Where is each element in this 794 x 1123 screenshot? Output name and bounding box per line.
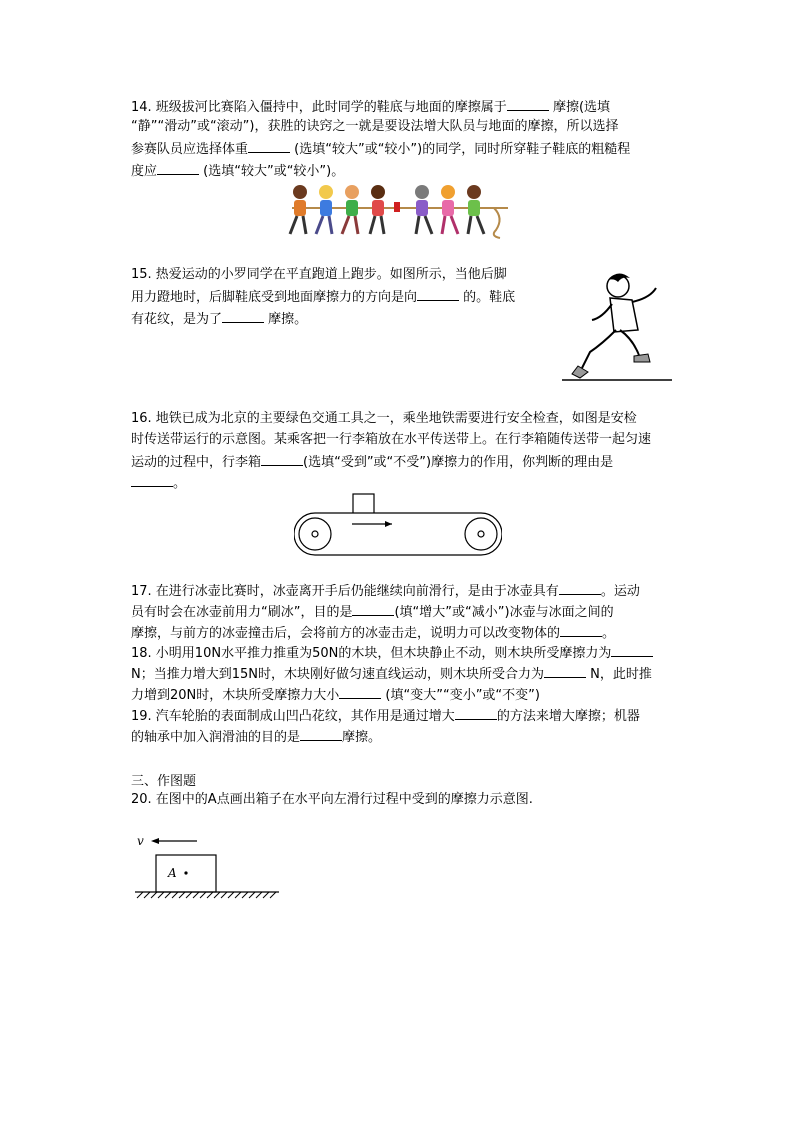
q16-blank-1[interactable] [261, 453, 303, 466]
q17-line2 [131, 603, 614, 621]
q19-text: 的轴承中加入润滑油的目的是 [131, 730, 301, 745]
q14-text: “静”“滑动”或“滚动”)，获胜的诀窍之一就是要设法增大队员与地面的摩擦，所以选择 [131, 119, 619, 134]
q14-line3 [131, 140, 630, 158]
q14-blank-2[interactable] [248, 140, 290, 153]
q14-text: (选填“较大”或“较小”)的同学，同时所穿鞋子鞋底的粗糙程 [290, 142, 631, 157]
q18-line2 [131, 665, 652, 683]
q14-line4 [131, 162, 344, 180]
q20-text: 20. 在图中的A点画出箱子在水平向左滑行过程中受到的摩擦力示意图. [131, 792, 533, 807]
q14-blank-3[interactable] [157, 162, 199, 175]
q15-text: 的。鞋底 [459, 290, 516, 305]
child-figure [370, 185, 385, 234]
q17-blank-1[interactable] [559, 582, 601, 595]
q15-line3 [131, 310, 307, 328]
q16-text: 运动的过程中，行李箱 [131, 455, 262, 470]
tug-of-war-image [282, 182, 514, 240]
q17-blank-3[interactable] [560, 624, 602, 637]
q18-line1 [131, 644, 653, 662]
q16-line3 [131, 453, 613, 471]
q18-text: 力增到20N时，木块所受摩擦力大小 [131, 688, 340, 703]
child-figure [316, 185, 333, 234]
child-figure [415, 185, 432, 234]
velocity-label: v [137, 834, 144, 848]
q17-text: 。 [602, 626, 616, 641]
q18-line3 [131, 686, 540, 704]
q16-line2 [131, 431, 651, 448]
q19-line1 [131, 707, 640, 725]
q16-text: 16. 地铁已成为北京的主要绿色交通工具之一，乘坐地铁需要进行安全检查，如图是安检 [131, 411, 637, 426]
q15-blank-1[interactable] [417, 288, 459, 301]
q19-line2 [131, 728, 381, 746]
q16-text: 。 [173, 476, 187, 491]
q14-line1 [131, 98, 610, 116]
right-wheel [465, 518, 497, 550]
q15-blank-2[interactable] [222, 310, 264, 323]
q19-text: 摩擦。 [342, 730, 382, 745]
q14-text: 14. 班级拔河比赛陷入僵持中，此时同学的鞋底与地面的摩擦属于 [131, 100, 507, 115]
luggage-box [353, 494, 374, 515]
q18-text: (填“变大”“变小”或“不变”) [381, 688, 540, 703]
q19-blank-2[interactable] [300, 728, 342, 741]
q18-text: N，此时推 [586, 667, 652, 682]
runner-image [560, 268, 675, 384]
q19-blank-1[interactable] [455, 707, 497, 720]
q18-blank-2[interactable] [544, 665, 586, 678]
q14-text: 度应 [131, 164, 158, 179]
q16-text: (选填“受到”或“不受”)摩擦力的作用，你判断的理由是 [303, 455, 614, 470]
q17-text: 摩擦，与前方的冰壶撞击后，会将前方的冰壶击走，说明力可以改变物体的 [131, 626, 561, 641]
q19-text: 19. 汽车轮胎的表面制成山凹凸花纹，其作用是通过增大 [131, 709, 455, 724]
left-wheel [299, 518, 331, 550]
q17-text: 员有时会在冰壶前用力“刷冰”，目的是 [131, 605, 353, 620]
section-heading: 三、作图题 [131, 774, 197, 789]
q18-text: 18. 小明用10N水平推力推重为50N的木块，但木块静止不动，则木块所受摩擦力为 [131, 646, 612, 661]
q17-text: 。运动 [600, 584, 640, 599]
q16-text: 时传送带运行的示意图。某乘客把一行李箱放在水平传送带上。在行李箱随传送带一起匀速 [131, 432, 652, 447]
q15-text: 用力蹬地时，后脚鞋底受到地面摩擦力的方向是向 [131, 290, 418, 305]
q15-text: 有花纹，是为了 [131, 312, 223, 327]
q16-line4 [131, 474, 186, 492]
child-figure [441, 185, 458, 234]
q18-blank-3[interactable] [339, 686, 381, 699]
q17-line3 [131, 624, 615, 642]
point-a-label: A [168, 866, 177, 880]
child-figure [467, 185, 484, 234]
q17-line1 [131, 582, 640, 600]
q18-text: N；当推力增大到15N时，木块刚好做匀速直线运动，则木块所受合力为 [131, 667, 544, 682]
q18-blank-1[interactable] [611, 644, 653, 657]
q16-line1 [131, 410, 637, 427]
sliding-box-diagram [133, 830, 281, 904]
child-figure [342, 185, 359, 234]
q14-text: 摩擦(选填 [548, 100, 611, 115]
q15-text: 摩擦。 [264, 312, 308, 327]
q14-text: 参赛队员应选择体重 [131, 142, 249, 157]
child-figure [290, 185, 307, 234]
q17-blank-2[interactable] [352, 603, 394, 616]
q14-text: (选填“较大”或“较小”)。 [199, 164, 345, 179]
q15-line1 [131, 266, 507, 283]
q17-text: (填“增大”或“减小”)冰壶与冰面之间的 [394, 605, 614, 620]
point-a [184, 871, 187, 874]
q20-line1 [131, 791, 533, 808]
q14-line2 [131, 118, 618, 135]
q17-text: 17. 在进行冰壶比赛时，冰壶离开手后仍能继续向前滑行，是由于冰壶具有 [131, 584, 559, 599]
q15-line2 [131, 288, 515, 306]
q15-text: 15. 热爱运动的小罗同学在平直跑道上跑步。如图所示，当他后脚 [131, 267, 507, 282]
q14-blank-1[interactable] [507, 98, 549, 111]
q19-text: 的方法来增大摩擦；机器 [496, 709, 640, 724]
q16-blank-2[interactable] [131, 474, 173, 487]
ground-hatching [137, 892, 276, 898]
conveyor-belt-diagram [294, 492, 502, 556]
